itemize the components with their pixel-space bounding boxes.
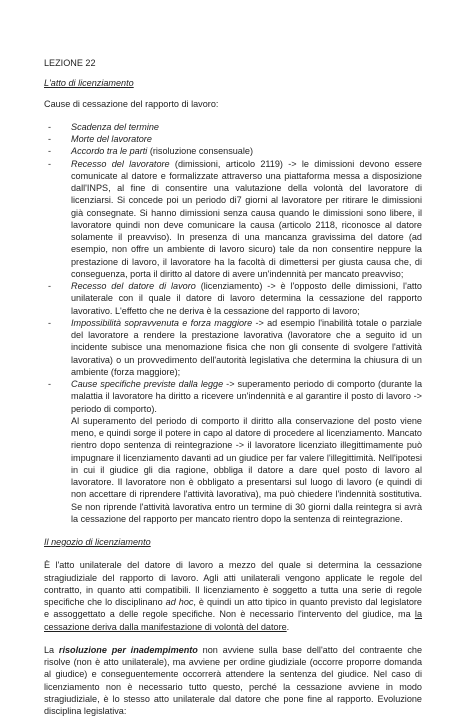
causes-continuation: Al superamento del periodo di comporto il diritto alla conservazione del posto viene meno, e quindi sorge il potere in capo al datore di procedere al licenziamento. Mancato rientro dopo sentenza di reintegrazione -> il lavoratore licenziato illegittimamente può impugnare il licenziamento davanti ad un giudice per far valere l'illegittimità. Nell'ipotesi in cui il giudice gli dia ragione, obbliga il datore a dare quel posto di lavoro al lavoratore. Il lavoratore non è obbligato a presentarsi sul luogo di lavoro (e quindi di non accettare di riprendere l'attività lavorativa), ma può chiedere l'indennità sostitutiva. Se non riprende l'attività lavorativa entro un termine di 30 giorni dalla reintegra si avrà la cessazione del rapporto per mancato rientro dopo la sentenza di reintegrazione. — [71, 415, 422, 524]
section-heading-negozio: Il negozio di licenziamento — [44, 537, 151, 547]
list-item: - Accordo tra le parti (risoluzione consensuale) — [44, 145, 422, 157]
list-item: - Recesso del datore di lavoro (licenziamento) -> è l'opposto delle dimissioni, l'atto unilaterale con il quale il datore di lavoro determina la cessazione del rapporto lavorativo. L'effetto che ne deriva è la cessazione del rapporto di lavoro; — [44, 280, 422, 317]
list-item: - Impossibilità sopravvenuta e forza maggiore -> ad esempio l'inabilità totale o parziale del lavoratore a rendere la prestazione lavorativa (lavoratore che a seguito id un incidente subisce una menomazione fisica che non gli consente di svolgere l'attività lavorativa) o un provvedimento dell'autorità legislativa che determina la chiusura di un ambiente (forza maggiore); — [44, 317, 422, 378]
list-item: - Cause specifiche previste dalla legge -> superamento periodo di comporto (durante la malattia il lavoratore ha diritto a ricevere un'indennità e al garantire il posto di lavoro -> periodo di comporto). — [44, 378, 422, 415]
section-heading-atto: L'atto di licenziamento — [44, 78, 134, 89]
paragraph-negozio-definition: È l'atto unilaterale del datore di lavoro a mezzo del quale si determina la cessazione stragiudiziale del rapporto di lavoro. Agli atti unilaterali vengono applicate le regole del contratto, in quanto atti compatibili. Il licenziamento è soggetto a tutta una serie di regole specifiche che lo disciplinano ad hoc, è quindi un atto tipico in quanto previsto dal legislatore e assoggettato a delle regole specifiche. Non è necessario l'intervento del giudice, ma la cessazione deriva dalla manifestazione di volontà del datore. — [44, 560, 422, 632]
list-item: - Scadenza del termine — [44, 121, 422, 133]
causes-list — [44, 121, 422, 415]
list-item: - Morte del lavoratore — [44, 133, 422, 145]
paragraph-risoluzione: La risoluzione per inadempimento non avviene sulla base dell'atto del contraente che risolve (non è atto unilaterale), ma avviene per ordine giudiziale (occorre proporre domanda al giudice) e conseguentemente occorrerà attendere la sentenza del giudice. Nel caso di licenziamento non è necessario tutto questo, perché la cessazione avviene in modo stragiudiziale, è lo stesso atto unilaterale dal datore che pone fine al rapporto. Evoluzione disciplina legislativa: — [44, 644, 423, 716]
list-item: - Recesso del lavoratore (dimissioni, articolo 2119) -> le dimissioni devono essere comunicate al datore e formalizzate attraverso una piattaforma messa a disposizione dall'INPS, al fine di consentire una valutazione della volontà del lavoratore di licenziarsi. Si concede poi un periodo di7 giorni al lavoratore per ritirare le dimissioni già consegnate. Si hanno dimissioni senza causa quando le dimissioni sono libere, il lavoratore quindi non deve comunicare la causa (articolo 2118, riconosce al datore solamente il preavviso). In presenza di una mancanza gravissima del datore (ad esempio, non offre un ambiente di lavoro sicuro) tale da non consentire neppure la prestazione di lavoro, il lavoratore ha la facoltà di dimettersi per giusta causa che, di conseguenza, porta il diritto al datore di avere un'indennità per mancato preavviso; — [44, 158, 422, 281]
causes-intro: Cause di cessazione del rapporto di lavoro: — [44, 98, 219, 109]
lesson-title: LEZIONE 22 — [44, 58, 96, 68]
